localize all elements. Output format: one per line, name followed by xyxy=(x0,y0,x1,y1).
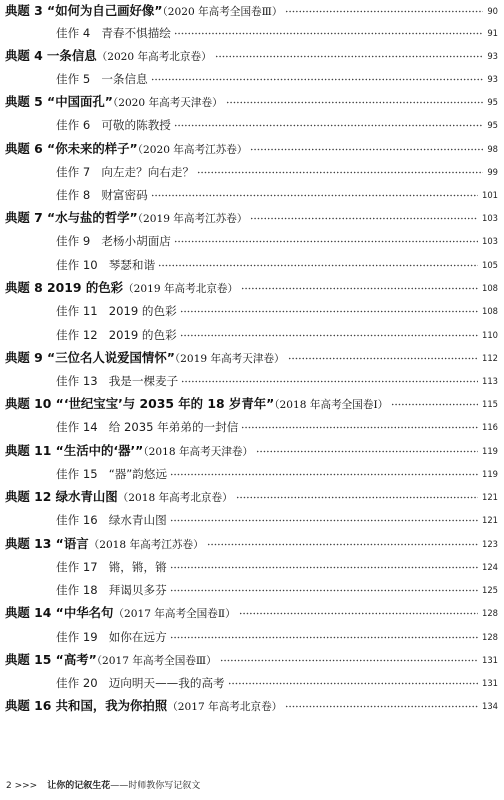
toc-entry-title: 共和国，我为你拍照 xyxy=(55,698,168,713)
toc-page-number: 128 xyxy=(482,608,498,618)
toc-page-number: 134 xyxy=(482,701,498,711)
toc-page-number: 116 xyxy=(482,422,498,432)
toc-entry-source: （2017 年高考全国卷Ⅱ） xyxy=(113,608,236,620)
toc-leader-dots xyxy=(256,450,478,453)
toc-entry-main[interactable] xyxy=(0,277,504,299)
toc-entry-number: 佳作 20 xyxy=(56,676,98,690)
toc-entry-label xyxy=(56,303,177,319)
toc-entry-title: “‘世纪宝宝’与 2035 年的 18 岁青年” xyxy=(55,396,275,411)
toc-entry-sub[interactable] xyxy=(0,230,504,252)
toc-leader-dots xyxy=(250,217,478,220)
toc-entry-number: 典题 15 xyxy=(5,652,52,667)
toc-entry-title: 青春不惧描绘 xyxy=(101,26,171,40)
toc-leader-dots xyxy=(391,403,478,406)
toc-page-number: 123 xyxy=(482,539,498,549)
toc-leader-dots xyxy=(174,124,483,127)
toc-leader-dots xyxy=(158,264,478,267)
toc-page-number: 93 xyxy=(487,74,498,84)
toc-entry-title: “水与盐的哲学” xyxy=(47,210,138,225)
toc-page-number: 128 xyxy=(482,632,498,642)
toc-page-number: 121 xyxy=(482,492,498,502)
toc-entry-label xyxy=(5,3,282,20)
toc-entry-number: 佳作 17 xyxy=(56,560,98,574)
toc-page-number: 95 xyxy=(487,97,498,107)
toc-entry-main[interactable] xyxy=(0,0,504,22)
toc-entry-title: “你未来的样子” xyxy=(47,141,138,156)
toc-entry-number: 佳作 10 xyxy=(56,258,98,272)
toc-leader-dots xyxy=(207,543,478,546)
toc-entry-source: （2020 年高考江苏卷） xyxy=(137,144,248,156)
toc-entry-sub[interactable] xyxy=(0,22,504,44)
toc-entry-sub[interactable] xyxy=(0,579,504,601)
toc-page-number: 95 xyxy=(487,120,498,130)
toc-entry-sub[interactable] xyxy=(0,324,504,346)
toc-entry-number: 佳作 6 xyxy=(56,118,91,132)
toc-entry-main[interactable] xyxy=(0,207,504,229)
toc-entry-title: 琴瑟和谐 xyxy=(108,258,156,272)
toc-entry-label xyxy=(5,94,223,111)
toc-entry-number: 佳作 18 xyxy=(56,583,98,597)
toc-entry-main[interactable] xyxy=(0,393,504,415)
toc-entry-source: （2017 年高考全国卷Ⅲ） xyxy=(96,655,217,667)
toc-page-number: 119 xyxy=(482,446,498,456)
toc-entry-label xyxy=(56,582,167,598)
toc-entry-sub[interactable] xyxy=(0,370,504,392)
toc-entry-number: 典题 7 xyxy=(5,210,43,225)
toc-entry-label xyxy=(5,652,217,669)
toc-entry-label xyxy=(56,233,171,249)
toc-entry-main[interactable] xyxy=(0,440,504,462)
toc-entry-source: （2019 年高考北京卷） xyxy=(123,283,239,295)
toc-entry-label xyxy=(56,373,178,389)
toc-leader-dots xyxy=(151,194,478,197)
toc-page-number: 93 xyxy=(487,51,498,61)
toc-entry-number: 佳作 16 xyxy=(56,513,98,527)
toc-entry-label xyxy=(56,187,148,203)
toc-leader-dots xyxy=(174,240,478,243)
toc-entry-sub[interactable] xyxy=(0,509,504,531)
toc-entry-number: 佳作 9 xyxy=(56,234,91,248)
toc-page-number: 103 xyxy=(482,236,498,246)
toc-entry-label xyxy=(56,71,148,87)
toc-page-number: 98 xyxy=(487,144,498,154)
toc-entry-label xyxy=(56,466,167,482)
toc-entry-source: （2019 年高考天津卷） xyxy=(174,353,285,365)
toc-entry-sub[interactable] xyxy=(0,254,504,276)
toc-entry-label xyxy=(5,536,204,553)
toc-page-number: 115 xyxy=(482,399,498,409)
toc-entry-label xyxy=(56,164,194,180)
toc-leader-dots xyxy=(250,148,483,151)
toc-entry-title: 2019 的色彩 xyxy=(108,328,177,342)
toc-entry-source: （2020 年高考全国卷Ⅲ） xyxy=(162,6,283,18)
toc-entry-title: 一条信息 xyxy=(101,72,148,86)
toc-entry-label xyxy=(5,48,212,65)
toc-page-number: 101 xyxy=(482,190,498,200)
toc-entry-number: 典题 3 xyxy=(5,3,43,18)
toc-entry-label xyxy=(5,443,253,460)
toc-entry-title: 2019 的色彩 xyxy=(108,304,177,318)
toc-leader-dots xyxy=(285,705,478,708)
toc-page-number: 131 xyxy=(482,655,498,665)
toc-leader-dots xyxy=(170,636,478,639)
toc-leader-dots xyxy=(241,426,478,429)
toc-entry-title: 给 2035 年弟弟的一封信 xyxy=(108,420,239,434)
toc-entry-sub[interactable] xyxy=(0,556,504,578)
toc-entry-sub[interactable] xyxy=(0,161,504,183)
toc-page-number: 108 xyxy=(482,306,498,316)
toc-leader-dots xyxy=(226,101,483,104)
toc-entry-sub[interactable] xyxy=(0,68,504,90)
toc-entry-label xyxy=(5,605,236,622)
toc-entry-label xyxy=(5,396,388,413)
toc-entry-label xyxy=(56,117,171,133)
toc-entry-main[interactable] xyxy=(0,45,504,67)
toc-entry-title: “器”韵悠远 xyxy=(108,467,168,481)
toc-entry-label xyxy=(5,350,285,367)
toc-entry-number: 典题 9 xyxy=(5,350,43,365)
toc-entry-title: 2019 的色彩 xyxy=(47,280,124,295)
toc-entry-source: （2018 年高考全国卷Ⅰ） xyxy=(274,399,389,411)
toc-entry-label xyxy=(56,25,171,41)
toc-entry-label xyxy=(5,698,282,715)
toc-entry-title: 迈向明天——我的高考 xyxy=(108,676,225,690)
toc-entry-main[interactable] xyxy=(0,138,504,160)
toc-entry-title: “三位名人说爱国情怀” xyxy=(47,350,175,365)
toc-entry-number: 典题 13 xyxy=(5,536,52,551)
toc-entry-main[interactable] xyxy=(0,486,504,508)
toc-entry-title: “生活中的‘器’” xyxy=(55,443,144,458)
toc-entry-sub[interactable] xyxy=(0,416,504,438)
toc-leader-dots xyxy=(220,659,478,662)
toc-entry-number: 典题 12 xyxy=(5,489,52,504)
toc-leader-dots xyxy=(241,287,478,290)
toc-entry-label xyxy=(56,257,155,273)
toc-entry-number: 佳作 5 xyxy=(56,72,91,86)
toc-page-number: 99 xyxy=(487,167,498,177)
toc-page-number: 121 xyxy=(482,515,498,525)
toc-leader-dots xyxy=(180,310,478,313)
toc-entry-number: 佳作 14 xyxy=(56,420,98,434)
toc-entry-number: 佳作 11 xyxy=(56,304,98,318)
toc-entry-label xyxy=(56,327,177,343)
toc-entry-main[interactable] xyxy=(0,695,504,717)
toc-entry-label xyxy=(5,280,238,297)
toc-entry-main[interactable] xyxy=(0,602,504,624)
toc-entry-title: 财富密码 xyxy=(101,188,148,202)
toc-leader-dots xyxy=(239,612,478,615)
toc-entry-title: “中华名句 xyxy=(55,605,114,620)
toc-entry-label xyxy=(5,210,247,227)
toc-entry-main[interactable] xyxy=(0,347,504,369)
toc-entry-number: 典题 6 xyxy=(5,141,43,156)
toc-entry-label xyxy=(5,141,247,158)
toc-entry-number: 佳作 8 xyxy=(56,188,91,202)
toc-entry-label xyxy=(5,489,233,506)
toc-page-number: 125 xyxy=(482,585,498,595)
toc-entry-number: 佳作 7 xyxy=(56,165,91,179)
toc-entry-number: 佳作 12 xyxy=(56,328,98,342)
toc-entry-title: 可敬的陈教授 xyxy=(101,118,171,132)
toc-entry-label xyxy=(56,559,167,575)
toc-entry-number: 典题 8 xyxy=(5,280,43,295)
toc-leader-dots xyxy=(228,682,478,685)
toc-entry-label xyxy=(56,675,225,691)
toc-entry-sub[interactable] xyxy=(0,184,504,206)
toc-entry-label xyxy=(56,629,167,645)
toc-entry-main[interactable] xyxy=(0,91,504,113)
toc-leader-dots xyxy=(215,55,483,58)
toc-entry-source: （2019 年高考江苏卷） xyxy=(137,213,248,225)
toc-leader-dots xyxy=(285,10,483,13)
toc-entry-number: 佳作 13 xyxy=(56,374,98,388)
toc-entry-number: 典题 16 xyxy=(5,698,52,713)
toc-entry-number: 典题 4 xyxy=(5,48,43,63)
toc-entry-number: 佳作 19 xyxy=(56,630,98,644)
toc-page-number: 119 xyxy=(482,469,498,479)
toc-leader-dots xyxy=(180,334,478,337)
toc-leader-dots xyxy=(170,566,478,569)
toc-entry-label xyxy=(56,512,167,528)
toc-entry-title: 老杨小胡面店 xyxy=(101,234,171,248)
toc-leader-dots xyxy=(170,589,478,592)
toc-entry-sub[interactable] xyxy=(0,626,504,648)
toc-entry-title: 拜谒贝多芬 xyxy=(108,583,167,597)
toc-entry-title: 一条信息 xyxy=(47,48,97,63)
page-footer xyxy=(6,778,200,791)
toc-entry-main[interactable] xyxy=(0,649,504,671)
toc-leader-dots xyxy=(174,32,483,35)
toc-entry-sub[interactable] xyxy=(0,300,504,322)
toc-entry-number: 佳作 15 xyxy=(56,467,98,481)
toc-page-number: 108 xyxy=(482,283,498,293)
toc-entry-number: 典题 11 xyxy=(5,443,52,458)
toc-page-number: 105 xyxy=(482,260,498,270)
footer-subtitle: ——时师教你写记叙文 xyxy=(110,781,201,791)
toc-page-number: 124 xyxy=(482,562,498,572)
toc-leader-dots xyxy=(170,519,478,522)
toc-entry-sub[interactable] xyxy=(0,114,504,136)
toc-entry-source: （2020 年高考北京卷） xyxy=(96,51,212,63)
toc-leader-dots xyxy=(181,380,478,383)
footer-page-number: 2 >>> xyxy=(6,781,38,791)
toc-page-number: 90 xyxy=(487,6,498,16)
toc-page-number: 112 xyxy=(482,353,498,363)
toc-entry-title: 我是一棵麦子 xyxy=(108,374,179,388)
toc-page-number: 103 xyxy=(482,213,498,223)
toc-leader-dots xyxy=(236,496,478,499)
toc-entry-title: 如你在远方 xyxy=(108,630,167,644)
toc-leader-dots xyxy=(197,171,483,174)
toc-entry-title: 绿水青山图 xyxy=(55,489,118,504)
toc-entry-sub[interactable] xyxy=(0,463,504,485)
toc-entry-number: 佳作 4 xyxy=(56,26,91,40)
toc-page-number: 131 xyxy=(482,678,498,688)
toc-entry-source: （2017 年高考北京卷） xyxy=(167,701,283,713)
toc-entry-title: 锵，锵，锵 xyxy=(108,560,167,574)
toc-page-number: 110 xyxy=(482,330,498,340)
toc-leader-dots xyxy=(151,78,483,81)
toc-entry-source: （2018 年高考北京卷） xyxy=(117,492,233,504)
toc-entry-title: “中国面孔” xyxy=(47,94,113,109)
footer-book-title: 让你的记叙生花 xyxy=(47,781,111,791)
toc-entry-number: 典题 14 xyxy=(5,605,52,620)
toc-entry-title: “语言 xyxy=(55,536,89,551)
toc-entry-title: “如何为自己画好像” xyxy=(47,3,163,18)
toc-entry-title: 绿水青山图 xyxy=(108,513,167,527)
toc-entry-title: 向左走？向右走？ xyxy=(101,165,195,179)
toc-entry-number: 典题 5 xyxy=(5,94,43,109)
toc-entry-source: （2018 年高考江苏卷） xyxy=(88,539,204,551)
toc-entry-label xyxy=(56,419,238,435)
toc-leader-dots xyxy=(288,357,478,360)
toc-entry-source: （2018 年高考天津卷） xyxy=(143,446,254,458)
toc-entry-number: 典题 10 xyxy=(5,396,52,411)
toc-entry-title: “高考” xyxy=(55,652,97,667)
toc-entry-sub[interactable] xyxy=(0,672,504,694)
toc-entry-main[interactable] xyxy=(0,533,504,555)
toc-page-number: 91 xyxy=(487,28,498,38)
toc-entry-source: （2020 年高考天津卷） xyxy=(112,97,223,109)
toc-leader-dots xyxy=(170,473,478,476)
toc-page-number: 113 xyxy=(482,376,498,386)
